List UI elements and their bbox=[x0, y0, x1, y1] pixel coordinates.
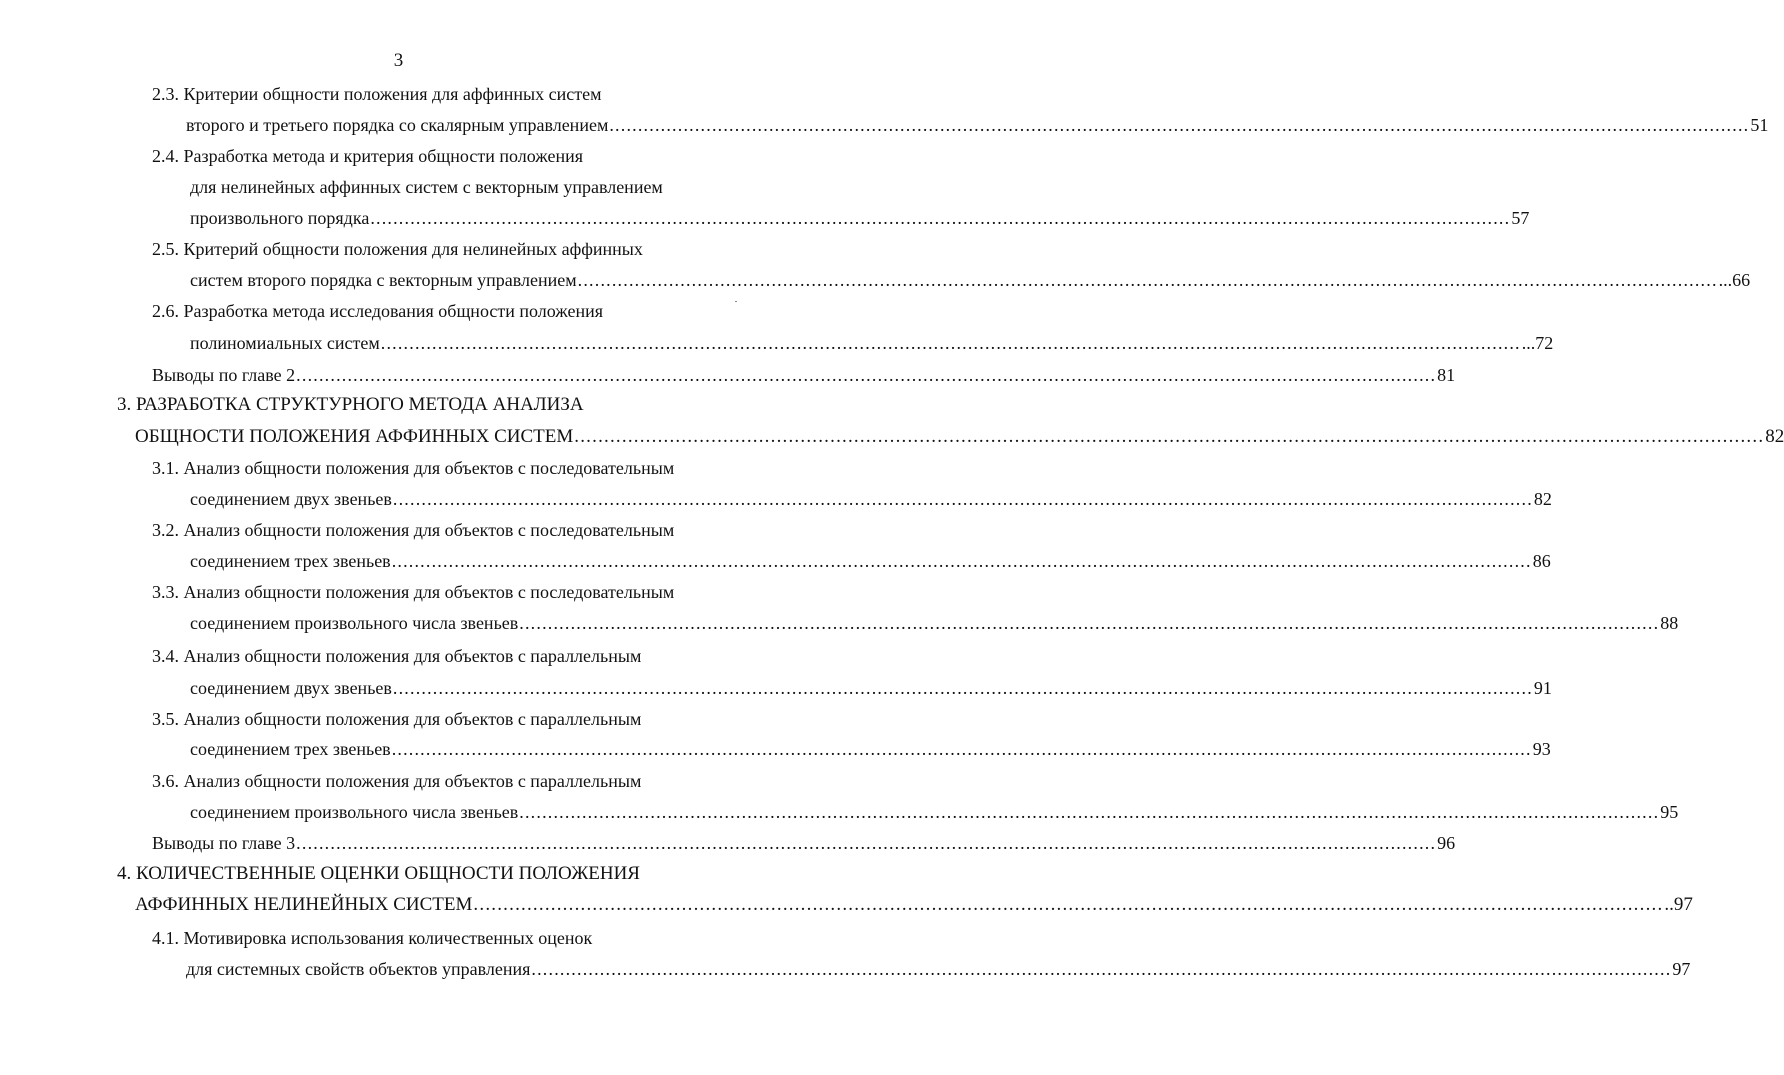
dot-leader: ........................................................................................................................................................................................................ bbox=[519, 802, 1660, 822]
toc-entry-text: соединением двух звеньев bbox=[190, 678, 392, 698]
toc-entry-3-1 bbox=[190, 488, 1552, 510]
dot-leader: ........................................................................................................................................................................................................ bbox=[392, 489, 1533, 509]
toc-entry-chapter-3 bbox=[135, 426, 1784, 448]
toc-entry-4-1 bbox=[186, 958, 1691, 980]
toc-page-number: 95 bbox=[1660, 802, 1679, 822]
toc-entry-text: второго и третьего порядка со скалярным управлением bbox=[186, 115, 609, 135]
toc-page-number: 93 bbox=[1532, 739, 1551, 759]
toc-page-number: 57 bbox=[1511, 208, 1530, 228]
toc-entry-conclusions-3 bbox=[152, 832, 1456, 854]
toc-entry-text: соединением произвольного числа звеньев bbox=[190, 802, 519, 822]
toc-section-3-2-title: 3.2. Анализ общности положения для объектов с последовательным bbox=[152, 520, 675, 540]
scan-speck bbox=[735, 301, 737, 302]
toc-section-2-5-title: 2.5. Критерий общности положения для нелинейных аффинных bbox=[152, 239, 643, 259]
page-number: 3 bbox=[393, 50, 404, 71]
toc-entry-text: произвольного порядка bbox=[190, 208, 370, 228]
toc-page-number: 96 bbox=[1437, 833, 1456, 853]
toc-page-number: 86 bbox=[1532, 551, 1551, 571]
toc-entry-text: для системных свойств объектов управления bbox=[186, 959, 531, 979]
toc-section-3-3-title: 3.3. Анализ общности положения для объектов с последовательным bbox=[152, 582, 675, 602]
toc-page-number: 91 bbox=[1533, 678, 1552, 698]
toc-section-2-6-title: 2.6. Разработка метода исследования общности положения bbox=[152, 301, 604, 321]
toc-entry-text: Выводы по главе 3 bbox=[152, 833, 296, 853]
toc-entry-3-3 bbox=[190, 612, 1679, 634]
toc-page-number: ...66 bbox=[1718, 270, 1751, 290]
toc-entry-text: ОБЩНОСТИ ПОЛОЖЕНИЯ АФФИННЫХ СИСТЕМ bbox=[135, 426, 574, 447]
dot-leader: ........................................................................................................................................................................................................ bbox=[574, 426, 1765, 447]
toc-entry-text: соединением двух звеньев bbox=[190, 489, 392, 509]
toc-section-3-5-title: 3.5. Анализ общности положения для объектов с параллельным bbox=[152, 709, 642, 729]
toc-section-3-1-title: 3.1. Анализ общности положения для объектов с последовательным bbox=[152, 458, 675, 478]
toc-entry-text: соединением трех звеньев bbox=[190, 739, 391, 759]
toc-entry-text: систем второго порядка с векторным управлением bbox=[190, 270, 577, 290]
toc-entry-2-4 bbox=[190, 207, 1530, 229]
toc-entry-text: соединением трех звеньев bbox=[190, 551, 391, 571]
toc-chapter-3-title: 3. РАЗРАБОТКА СТРУКТУРНОГО МЕТОДА АНАЛИЗА bbox=[117, 394, 584, 415]
toc-entry-3-6 bbox=[190, 801, 1679, 823]
toc-section-2-4-title: 2.4. Разработка метода и критерия общности положения bbox=[152, 146, 584, 166]
toc-entry-2-6 bbox=[190, 332, 1554, 354]
toc-entry-text: соединением произвольного числа звеньев bbox=[190, 613, 519, 633]
toc-entry-3-5 bbox=[190, 738, 1551, 760]
toc-entry-text: АФФИННЫХ НЕЛИНЕЙНЫХ СИСТЕМ bbox=[135, 894, 473, 915]
toc-section-4-1-title: 4.1. Мотивировка использования количественных оценок bbox=[152, 928, 593, 948]
toc-entry-3-2 bbox=[190, 550, 1551, 572]
toc-entry-3-4 bbox=[190, 677, 1552, 699]
toc-section-3-6-title: 3.6. Анализ общности положения для объектов с параллельным bbox=[152, 771, 642, 791]
dot-leader: ........................................................................................................................................................................................................ bbox=[296, 365, 1437, 385]
toc-entry-conclusions-2 bbox=[152, 364, 1456, 386]
dot-leader: ........................................................................................................................................................................................................ bbox=[370, 208, 1511, 228]
dot-leader: ........................................................................................................................................................................................................ bbox=[519, 613, 1660, 633]
toc-entry-2-3 bbox=[186, 114, 1769, 136]
toc-page-number: 82 bbox=[1533, 489, 1552, 509]
toc-page-number: 88 bbox=[1660, 613, 1679, 633]
toc-page-number: 97 bbox=[1672, 959, 1691, 979]
toc-section-3-4-title: 3.4. Анализ общности положения для объектов с параллельным bbox=[152, 646, 642, 666]
dot-leader: ........................................................................................................................................................................................................ bbox=[391, 739, 1532, 759]
toc-chapter-4-title: 4. КОЛИЧЕСТВЕННЫЕ ОЦЕНКИ ОБЩНОСТИ ПОЛОЖЕНИЯ bbox=[117, 863, 640, 884]
toc-page-number: 81 bbox=[1437, 365, 1456, 385]
toc-entry-chapter-4 bbox=[135, 894, 1693, 916]
dot-leader: ........................................................................................................................................................................................................ bbox=[296, 833, 1437, 853]
toc-page-number: ...72 bbox=[1521, 333, 1554, 353]
toc-entry-text: Выводы по главе 2 bbox=[152, 365, 296, 385]
toc-page-number: 51 bbox=[1750, 115, 1769, 135]
dot-leader: ........................................................................................................................................................................................................ bbox=[609, 115, 1750, 135]
toc-entry-2-5 bbox=[190, 269, 1751, 291]
dot-leader: ........................................................................................................................................................................................................ bbox=[380, 333, 1521, 353]
toc-section-2-3-title: 2.3. Критерии общности положения для аффинных систем bbox=[152, 84, 602, 104]
dot-leader: ........................................................................................................................................................................................................ bbox=[531, 959, 1672, 979]
dot-leader: ........................................................................................................................................................................................................ bbox=[391, 551, 1532, 571]
dot-leader: ........................................................................................................................................................................................................ bbox=[473, 894, 1664, 915]
toc-page-number: 82 bbox=[1765, 426, 1784, 447]
toc-section-2-4-title-cont: для нелинейных аффинных систем с векторным управлением bbox=[190, 177, 663, 197]
toc-page-number: ..97 bbox=[1664, 894, 1693, 915]
toc-entry-text: полиномиальных систем bbox=[190, 333, 380, 353]
dot-leader: ........................................................................................................................................................................................................ bbox=[392, 678, 1533, 698]
dot-leader: ........................................................................................................................................................................................................ bbox=[577, 270, 1718, 290]
